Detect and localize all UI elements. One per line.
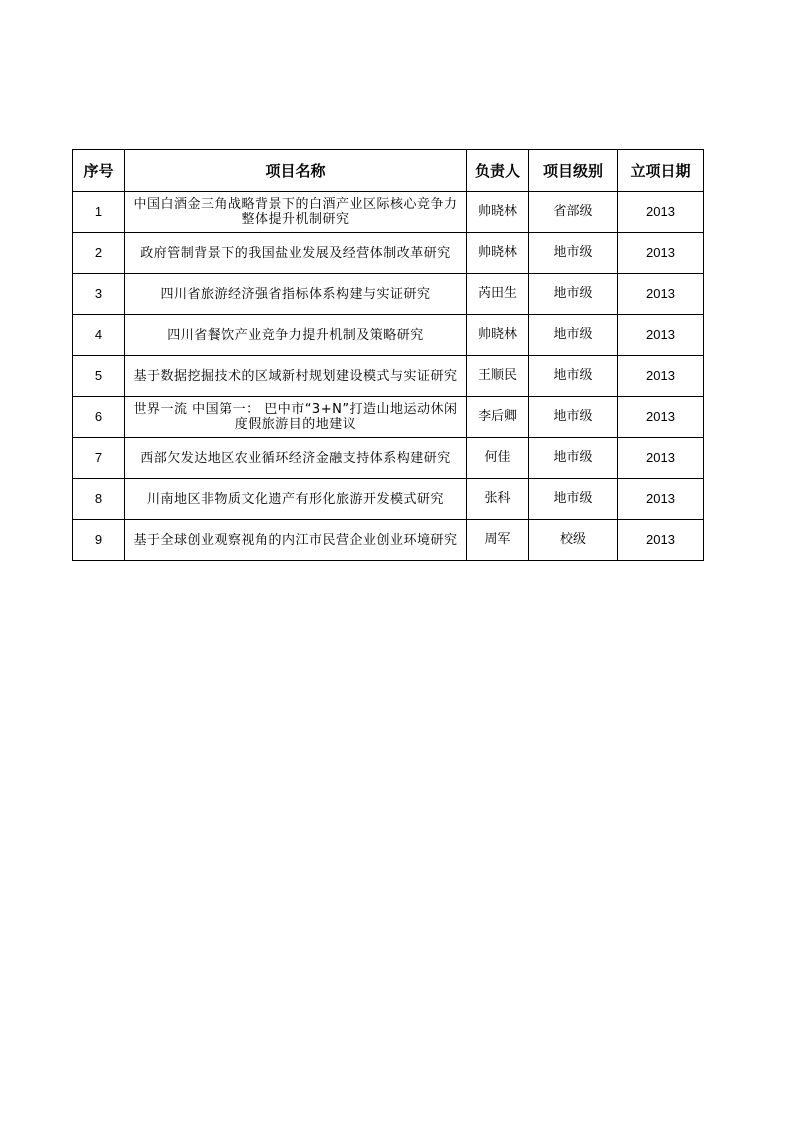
cell-project-name: 政府管制背景下的我国盐业发展及经营体制改革研究 bbox=[125, 233, 467, 274]
cell-number: 7 bbox=[73, 438, 125, 479]
header-date: 立项日期 bbox=[618, 150, 704, 192]
cell-leader: 李后卿 bbox=[467, 397, 529, 438]
cell-level: 地市级 bbox=[529, 356, 618, 397]
cell-project-name: 四川省餐饮产业竞争力提升机制及策略研究 bbox=[125, 315, 467, 356]
cell-level: 地市级 bbox=[529, 274, 618, 315]
cell-project-name: 基于数据挖掘技术的区域新村规划建设模式与实证研究 bbox=[125, 356, 467, 397]
cell-leader: 张科 bbox=[467, 479, 529, 520]
cell-leader: 周军 bbox=[467, 520, 529, 561]
cell-project-name: 世界一流 中国第一： 巴中市“3+N”打造山地运动休闲度假旅游目的地建议 bbox=[125, 397, 467, 438]
table-row bbox=[73, 479, 704, 520]
cell-number: 5 bbox=[73, 356, 125, 397]
cell-level: 地市级 bbox=[529, 315, 618, 356]
cell-date: 2013 bbox=[618, 274, 704, 315]
table-row bbox=[73, 438, 704, 479]
cell-date: 2013 bbox=[618, 479, 704, 520]
cell-number: 9 bbox=[73, 520, 125, 561]
cell-date: 2013 bbox=[618, 192, 704, 233]
header-project-name: 项目名称 bbox=[125, 150, 467, 192]
cell-number: 8 bbox=[73, 479, 125, 520]
cell-date: 2013 bbox=[618, 233, 704, 274]
cell-project-name: 中国白酒金三角战略背景下的白酒产业区际核心竞争力整体提升机制研究 bbox=[125, 192, 467, 233]
cell-project-name: 川南地区非物质文化遗产有形化旅游开发模式研究 bbox=[125, 479, 467, 520]
cell-leader: 王顺民 bbox=[467, 356, 529, 397]
table-row bbox=[73, 233, 704, 274]
cell-number: 1 bbox=[73, 192, 125, 233]
header-leader: 负责人 bbox=[467, 150, 529, 192]
projects-table bbox=[72, 149, 704, 561]
cell-level: 地市级 bbox=[529, 438, 618, 479]
cell-level: 校级 bbox=[529, 520, 618, 561]
cell-number: 2 bbox=[73, 233, 125, 274]
table-row bbox=[73, 397, 704, 438]
cell-project-name: 西部欠发达地区农业循环经济金融支持体系构建研究 bbox=[125, 438, 467, 479]
cell-leader: 帅晓林 bbox=[467, 315, 529, 356]
table-row bbox=[73, 315, 704, 356]
header-number: 序号 bbox=[73, 150, 125, 192]
table-row bbox=[73, 520, 704, 561]
table-row bbox=[73, 356, 704, 397]
cell-leader: 帅晓林 bbox=[467, 192, 529, 233]
table-header-row bbox=[73, 150, 704, 192]
table-row bbox=[73, 192, 704, 233]
cell-level: 地市级 bbox=[529, 397, 618, 438]
cell-number: 3 bbox=[73, 274, 125, 315]
cell-level: 地市级 bbox=[529, 233, 618, 274]
cell-leader: 帅晓林 bbox=[467, 233, 529, 274]
cell-date: 2013 bbox=[618, 315, 704, 356]
cell-date: 2013 bbox=[618, 397, 704, 438]
cell-level: 地市级 bbox=[529, 479, 618, 520]
cell-leader: 芮田生 bbox=[467, 274, 529, 315]
cell-project-name: 基于全球创业观察视角的内江市民营企业创业环境研究 bbox=[125, 520, 467, 561]
cell-date: 2013 bbox=[618, 438, 704, 479]
cell-number: 4 bbox=[73, 315, 125, 356]
table-row bbox=[73, 274, 704, 315]
cell-number: 6 bbox=[73, 397, 125, 438]
cell-project-name: 四川省旅游经济强省指标体系构建与实证研究 bbox=[125, 274, 467, 315]
cell-level: 省部级 bbox=[529, 192, 618, 233]
cell-date: 2013 bbox=[618, 356, 704, 397]
header-level: 项目级别 bbox=[529, 150, 618, 192]
cell-date: 2013 bbox=[618, 520, 704, 561]
cell-leader: 何佳 bbox=[467, 438, 529, 479]
